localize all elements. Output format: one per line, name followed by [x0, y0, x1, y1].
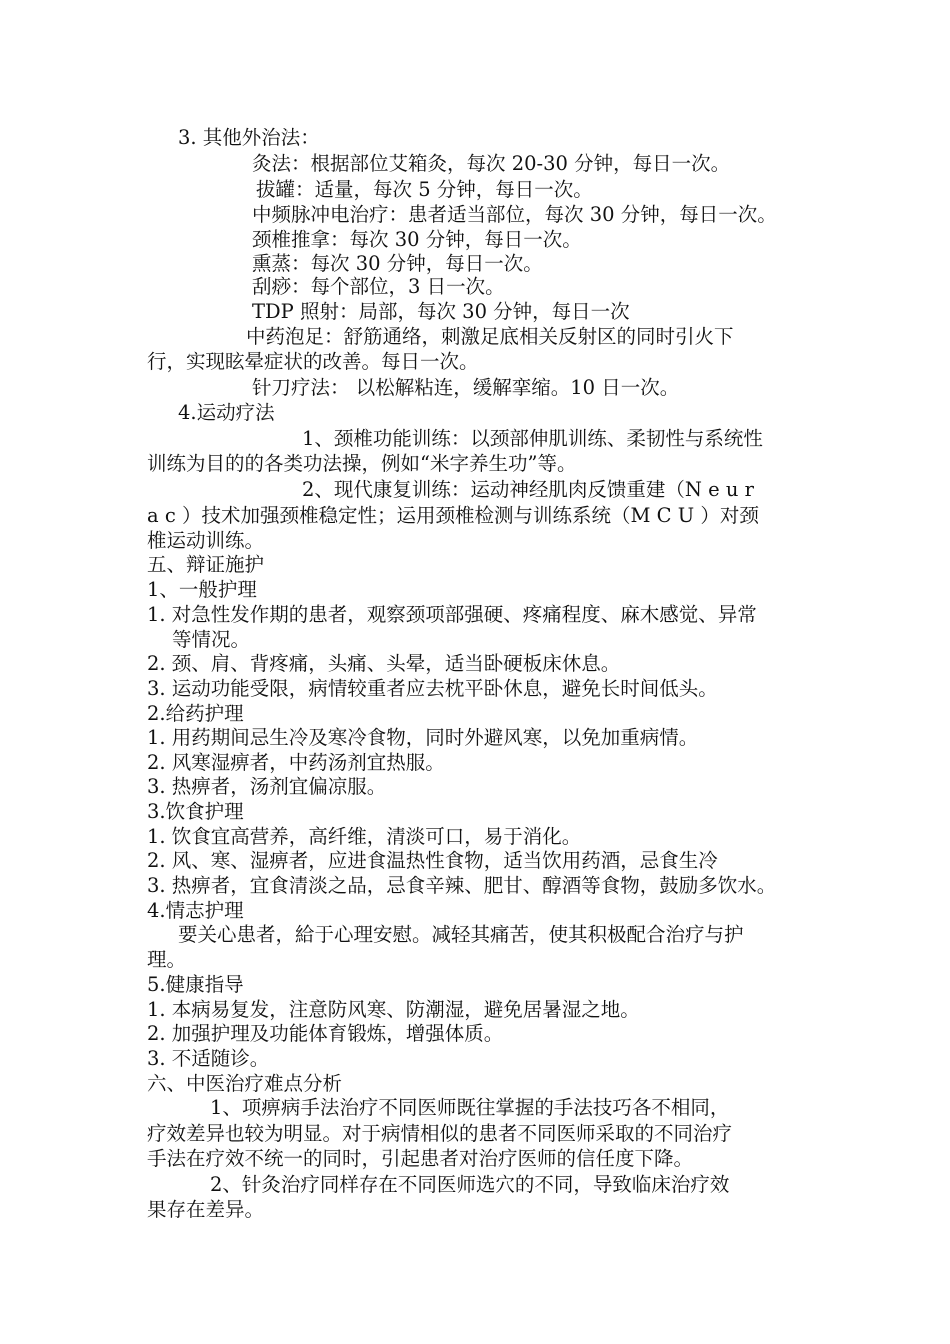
text-line: 刮痧：每个部位，3 日一次。 — [252, 275, 505, 298]
text-line: 中频脉冲电治疗：患者适当部位，每次 30 分钟，每日一次。 — [252, 203, 777, 226]
section-heading-diet-nursing: 3.饮食护理 — [147, 800, 244, 823]
text-line: 2、针灸治疗同样存在不同医师选穴的不同，导致临床治疗效 — [210, 1173, 730, 1196]
list-item: 1. 本病易复发，注意防风寒、防潮湿，避免居暑湿之地。 — [147, 998, 640, 1021]
text-line: 手法在疗效不统一的同时，引起患者对治疗医师的信任度下降。 — [147, 1147, 694, 1170]
list-item: 3. 热痹者，汤剂宜偏凉服。 — [147, 775, 387, 798]
list-item: 2. 风寒湿痹者，中药汤剂宜热服。 — [147, 751, 445, 774]
list-item: 3. 不适随诊。 — [147, 1047, 270, 1070]
text-line: 针刀疗法： 以松解粘连，缓解挛缩。10 日一次。 — [252, 376, 680, 399]
section-heading-emotional-nursing: 4.情志护理 — [147, 899, 244, 922]
section-heading-health-guidance: 5.健康指导 — [147, 973, 244, 996]
text-line: 椎运动训练。 — [147, 529, 265, 552]
text-line: 熏蒸：每次 30 分钟，每日一次。 — [252, 252, 543, 275]
text-line: 1、颈椎功能训练：以颈部伸肌训练、柔韧性与系统性 — [302, 427, 763, 450]
text-line: 要关心患者，給于心理安慰。减轻其痛苦，使其积极配合治疗与护 — [178, 923, 744, 946]
section-heading-exercise-therapy: 4.运动疗法 — [178, 401, 275, 424]
text-line: 拔罐：适量，每次 5 分钟，每日一次。 — [256, 178, 593, 201]
text-line: 1、项痹病手法治疗不同医师既往掌握的手法技巧各不相同， — [210, 1096, 730, 1119]
section-heading-medication-nursing: 2.给药护理 — [147, 702, 244, 725]
list-item-continuation: 等情况。 — [172, 628, 251, 651]
text-line: 果存在差异。 — [147, 1198, 265, 1221]
text-line: 理。 — [147, 948, 187, 971]
chapter-heading-difficulty-analysis: 六、中医治疗难点分析 — [147, 1072, 343, 1095]
list-item: 1. 用药期间忌生冷及寒冷食物，同时外避风寒，以免加重病情。 — [147, 726, 699, 749]
text-line: 训练为目的的各类功法操，例如“米字养生功”等。 — [147, 452, 577, 475]
list-item: 1. 饮食宜高营养，高纤维，清淡可口，易于消化。 — [147, 825, 582, 848]
list-item: 3. 热痹者，宜食清淡之品，忌食辛辣、肥甘、醇酒等食物，鼓励多饮水。 — [147, 874, 777, 897]
text-line: a c ）技术加强颈椎稳定性；运用颈椎检测与训练系统（M C U ）对颈 — [147, 504, 759, 527]
text-line: TDP 照射：局部，每次 30 分钟，每日一次 — [252, 300, 630, 323]
text-line: 疗效差异也较为明显。对于病情相似的患者不同医师采取的不同治疗 — [147, 1122, 733, 1145]
text-line: 颈椎推拿：每次 30 分钟，每日一次。 — [252, 228, 582, 251]
section-heading-other-external-therapies: 3. 其他外治法： — [178, 126, 320, 149]
list-item: 3. 运动功能受限，病情较重者应去枕平卧休息，避免长时间低头。 — [147, 677, 718, 700]
list-item: 1. 对急性发作期的患者，观察颈项部强硬、疼痛程度、麻木感觉、异常 — [147, 603, 757, 626]
list-item: 2. 颈、肩、背疼痛，头痛、头晕，适当卧硬板床休息。 — [147, 652, 621, 675]
section-heading-general-nursing: 1、一般护理 — [147, 578, 257, 601]
list-item: 2. 风、寒、湿痹者，应进食温热性食物，适当饮用药酒，忌食生冷 — [147, 849, 718, 872]
chapter-heading-nursing: 五、辩证施护 — [147, 553, 265, 576]
list-item: 2. 加强护理及功能体育锻炼，增强体质。 — [147, 1022, 504, 1045]
text-line: 行，实现眩晕症状的改善。每日一次。 — [147, 350, 479, 373]
text-line: 灸法：根据部位艾箱灸，每次 20-30 分钟，每日一次。 — [252, 152, 731, 175]
text-line: 2、现代康复训练：运动神经肌肉反馈重建（N e u r — [302, 478, 754, 501]
text-line: 中药泡足：舒筋通络，刺激足底相关反射区的同时引火下 — [246, 325, 734, 348]
